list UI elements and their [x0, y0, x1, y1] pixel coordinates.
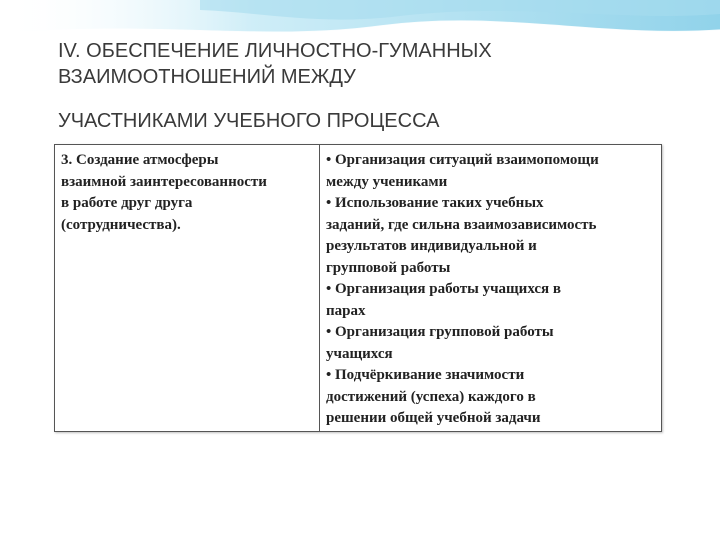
title-line-1: IV. ОБЕСПЕЧЕНИЕ ЛИЧНОСТНО-ГУМАННЫХ: [58, 40, 492, 62]
left-line: 3. Создание атмосферы: [61, 152, 219, 168]
content-table: [54, 144, 662, 432]
right-line: • Подчёркивание значимости: [326, 367, 525, 383]
right-line: между учениками: [326, 173, 448, 190]
table-cell-left: [55, 145, 320, 431]
right-line: решении общей учебной задачи: [326, 410, 541, 426]
slide-title: [58, 38, 678, 134]
right-line: • Организация ситуаций взаимопомощи: [326, 152, 599, 168]
right-line: • Использование таких учебных: [326, 195, 544, 211]
title-line-3: УЧАСТНИКАМИ УЧЕБНОГО ПРОЦЕССА: [58, 110, 440, 132]
left-line: (сотрудничества).: [61, 216, 181, 233]
right-line: достижений (успеха) каждого в: [326, 388, 536, 405]
right-line: результатов индивидуальной и: [326, 238, 537, 254]
left-line: в работе друг друга: [61, 195, 193, 211]
left-line: взаимной заинтересованности: [61, 173, 267, 190]
right-line: парах: [326, 302, 366, 319]
right-line: заданий, где сильна взаимозависимость: [326, 216, 597, 233]
right-line: • Организация работы учащихся в: [326, 281, 562, 297]
right-line: учащихся: [326, 345, 393, 362]
right-line: групповой работы: [326, 259, 451, 276]
table-cell-right: [320, 145, 661, 431]
right-line: • Организация групповой работы: [326, 324, 554, 340]
title-line-2: ВЗАИМООТНОШЕНИЙ МЕЖДУ: [58, 66, 356, 88]
